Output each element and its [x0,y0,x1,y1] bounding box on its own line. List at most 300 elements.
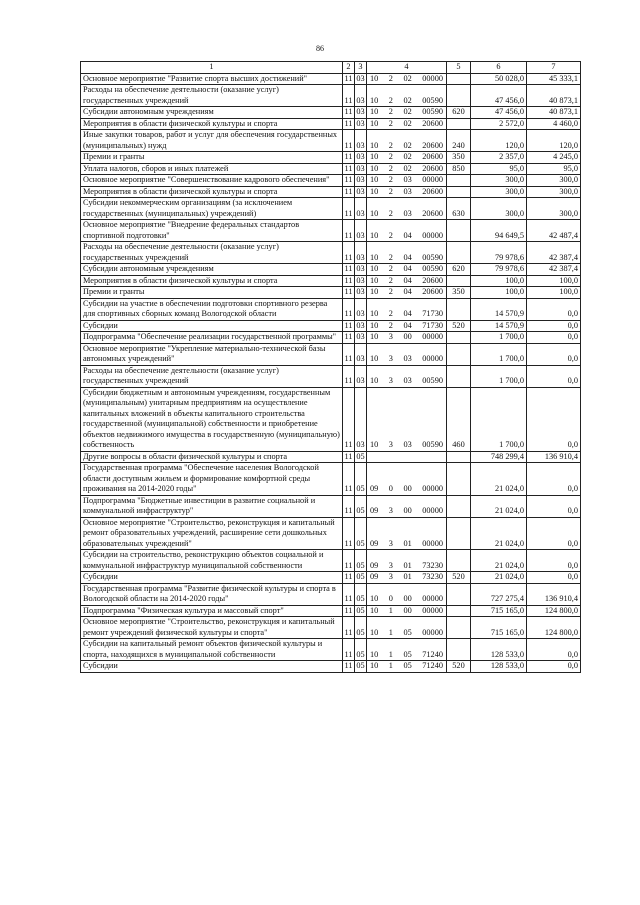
row-name: Субсидии [81,320,343,332]
target-article-parts [368,175,445,186]
expense-type-code [447,73,471,85]
section-code: 11 [344,320,353,330]
expense-type-code [447,550,471,572]
code-part: 73230 [422,572,443,581]
code-part: 00 [403,506,412,515]
amount-2015: 120,0 [471,130,527,152]
amount-2015: 128 533,0 [471,639,527,661]
subsection-code: 03 [356,287,365,296]
code-part: 00590 [422,95,443,105]
table-body [81,73,581,672]
row-name: Основное мероприятие "Строительство, реконструкция и капитальный ремонт учреждений физической культуры и спорта" [81,617,343,639]
code-part: 03 [403,376,412,385]
amount-2016: 136 910,4 [527,451,581,463]
code-part: 00590 [422,252,443,262]
code-part: 04 [403,230,412,240]
section-code: 11 [343,130,355,152]
subsection-code: 03 [356,73,365,83]
row-name: Основное мероприятие "Укрепление материально-технической базы автономных учреждений" [81,343,343,365]
amount-2015: 79 978,6 [471,242,527,264]
row-name: Уплата налогов, сборов и иных платежей [81,163,343,175]
amount-2015: 1 700,0 [471,343,527,365]
amount-2015: 128 533,0 [471,661,527,673]
target-article-code [367,387,447,451]
table-row [81,661,581,673]
code-part: 10 [370,152,379,161]
code-part: 02 [403,152,412,161]
expense-type-code [447,495,471,517]
expense-type-code [447,365,471,387]
code-part: 20600 [422,186,443,196]
amount-2015: 94 649,5 [471,220,527,242]
header-row [81,62,581,74]
row-name: Расходы на обеспечение деятельности (оказание услуг) государственных учреждений [81,242,343,264]
target-article-parts [368,74,445,85]
code-part: 05 [403,661,412,670]
expense-type-code: 350 [447,287,471,299]
code-part: 10 [370,440,379,449]
row-name: Премии и гранты [81,287,343,299]
code-part: 00590 [422,440,443,449]
table-row [81,85,581,107]
subsection-code: 05 [355,639,367,661]
code-part: 01 [403,572,412,581]
section-code: 11 [343,517,355,550]
target-article-code [367,107,447,119]
section-code: 11 [344,572,353,581]
code-part: 71240 [422,649,443,659]
table-row [81,287,581,299]
section-code: 11 [343,495,355,517]
target-article-parts [368,96,445,107]
table-row [81,495,581,517]
target-article-code [367,264,447,276]
target-article-parts [368,321,445,332]
header-cell: 6 [471,62,527,74]
subsection-code: 03 [355,85,367,107]
code-part: 00 [403,605,412,615]
row-name: Основное мероприятие "Строительство, реконструкция и капитальный ремонт образовательных учреждений, расширение сети дошкольных образовательных учреждений" [81,517,343,550]
subsection-code: 05 [356,605,365,615]
code-part: 10 [370,287,379,296]
code-part: 2 [388,287,393,296]
code-part: 10 [370,605,379,615]
table-row [81,275,581,287]
code-part: 09 [370,560,379,570]
amount-2016: 0,0 [527,639,581,661]
target-article-code [367,186,447,198]
subsection-code: 03 [356,163,365,173]
amount-2015: 2 572,0 [471,118,527,130]
code-part: 00000 [422,627,443,637]
table-row [81,186,581,198]
table-row [81,107,581,119]
amount-2016: 300,0 [527,198,581,220]
target-article-parts [368,119,445,130]
code-part: 10 [370,73,379,83]
amount-2016: 300,0 [527,175,581,187]
section-code: 11 [344,264,353,273]
code-part: 2 [388,275,393,285]
row-name: Субсидии автономным учреждениям [81,107,343,119]
code-part: 04 [403,309,412,318]
code-part: 10 [370,95,379,105]
row-name: Премии и гранты [81,152,343,164]
target-article-code [367,73,447,85]
expense-type-code [447,605,471,617]
subsection-code: 03 [355,298,367,320]
target-article-code [367,517,447,550]
code-part: 02 [403,140,412,150]
target-article-parts [368,253,445,264]
row-name: Мероприятия в области физической культуры и спорта [81,118,343,130]
row-name: Субсидии бюджетным и автономным учреждениям, государственным (муниципальным) унитарным предприятиям на осуществление капитальных вложений в объекты капитального строительства государственной (муниципальной) собственности и приобретение объектов недвижимого имущества в государственную (муниципальную) собственность [81,387,343,451]
amount-2015: 748 299,4 [471,451,527,463]
target-article-parts [368,152,445,163]
code-part: 10 [370,186,379,196]
amount-2016: 40 873,1 [527,85,581,107]
target-article-parts [368,276,445,287]
expense-type-code [447,118,471,130]
target-article-code [367,661,447,673]
code-part: 20600 [422,140,443,150]
amount-2016: 300,0 [527,186,581,198]
row-name: Подпрограмма "Обеспечение реализации государственной программы" [81,332,343,344]
target-article-parts [368,561,445,572]
section-code: 11 [344,107,353,116]
amount-2015: 727 275,4 [471,583,527,605]
table-row [81,451,581,463]
subsection-code: 03 [356,320,365,330]
expense-type-code: 630 [447,198,471,220]
code-part: 2 [388,186,393,196]
expense-type-code: 350 [447,152,471,164]
expense-type-code [447,451,471,463]
row-name: Другие вопросы в области физической культуры и спорта [81,451,343,463]
amount-2016: 42 487,4 [527,220,581,242]
table-row [81,130,581,152]
code-part: 73230 [422,560,443,570]
amount-2015: 715 165,0 [471,617,527,639]
table-row [81,343,581,365]
subsection-code: 03 [356,275,365,285]
code-part: 10 [370,163,379,173]
target-article-code [367,463,447,496]
header-cell: 5 [447,62,471,74]
code-part: 09 [370,572,379,581]
section-code: 11 [343,298,355,320]
code-part: 3 [388,332,393,341]
table-row [81,152,581,164]
amount-2016: 0,0 [527,365,581,387]
amount-2016: 45 333,1 [527,73,581,85]
code-part: 00000 [422,506,443,515]
page-number: 86 [316,44,324,53]
amount-2016: 0,0 [527,550,581,572]
code-part: 09 [370,484,379,493]
amount-2015: 1 700,0 [471,365,527,387]
subsection-code: 03 [355,198,367,220]
subsection-code: 03 [355,387,367,451]
target-article-parts [368,309,445,320]
table-row [81,550,581,572]
table-row [81,583,581,605]
row-name: Подпрограмма "Физическая культура и массовый спорт" [81,605,343,617]
amount-2016: 40 873,1 [527,107,581,119]
amount-2016: 95,0 [527,163,581,175]
row-name: Государственная программа "Развитие физической культуры и спорта в Вологодской области на 2014-2020 годы" [81,583,343,605]
code-part: 0 [388,484,393,493]
code-part: 00 [403,594,412,603]
subsection-code: 05 [356,572,365,581]
target-article-parts [368,650,445,661]
expense-type-code [447,463,471,496]
subsection-code: 03 [356,186,365,196]
code-part: 00 [403,332,412,341]
code-part: 00000 [422,175,443,184]
table-row [81,605,581,617]
code-part: 0 [388,594,393,603]
code-part: 03 [403,186,412,196]
section-code: 11 [343,463,355,496]
code-part: 01 [403,538,412,548]
amount-2015: 715 165,0 [471,605,527,617]
code-part: 10 [370,354,379,363]
target-article-code [367,275,447,287]
code-part: 20600 [422,118,443,128]
target-article-code [367,550,447,572]
code-part: 20600 [422,152,443,161]
expense-type-code [447,617,471,639]
target-article-parts [368,231,445,242]
target-article-parts [368,264,445,275]
expense-type-code: 620 [447,264,471,276]
amount-2015: 1 700,0 [471,387,527,451]
code-part: 10 [370,309,379,318]
subsection-code: 03 [356,152,365,161]
code-part: 00000 [422,230,443,240]
code-part: 00000 [422,484,443,493]
code-part: 10 [370,376,379,385]
amount-2016: 100,0 [527,287,581,299]
section-code: 11 [344,73,353,83]
section-code: 11 [343,198,355,220]
code-part: 09 [370,538,379,548]
table-row [81,639,581,661]
target-article-parts [368,628,445,639]
code-part: 10 [370,649,379,659]
code-part: 20600 [422,287,443,296]
amount-2016: 0,0 [527,332,581,344]
amount-2016: 0,0 [527,495,581,517]
row-name: Расходы на обеспечение деятельности (оказание услуг) государственных учреждений [81,365,343,387]
target-article-code [367,639,447,661]
code-part: 02 [403,118,412,128]
section-code: 11 [343,85,355,107]
code-part: 00590 [422,107,443,116]
subsection-code: 03 [356,118,365,128]
table-row [81,175,581,187]
code-part: 71240 [422,661,443,670]
subsection-code: 03 [356,332,365,341]
target-article-code [367,365,447,387]
amount-2016: 120,0 [527,130,581,152]
code-part: 10 [370,118,379,128]
code-part: 02 [403,73,412,83]
amount-2015: 21 024,0 [471,517,527,550]
section-code: 11 [344,451,353,461]
code-part: 05 [403,649,412,659]
code-part: 00590 [422,376,443,385]
target-article-parts [368,661,445,672]
target-article-code [367,343,447,365]
code-part: 10 [370,594,379,603]
target-article-parts [368,484,445,495]
amount-2015: 95,0 [471,163,527,175]
code-part: 10 [370,332,379,341]
expense-type-code [447,175,471,187]
expense-type-code [447,85,471,107]
row-name: Субсидии на строительство, реконструкцию объектов социальной и коммунальной инфраструктур муниципальной собственности [81,550,343,572]
code-part: 00000 [422,332,443,341]
row-name: Основное мероприятие "Внедрение федеральных стандартов спортивной подготовки" [81,220,343,242]
target-article-parts [368,539,445,550]
section-code: 11 [343,583,355,605]
section-code: 11 [344,175,353,184]
row-name: Субсидии некоммерческим организациям (за исключением государственных (муниципальных) учреждений) [81,198,343,220]
code-part: 71730 [422,320,443,330]
table-row [81,264,581,276]
amount-2015: 2 357,0 [471,152,527,164]
amount-2016: 0,0 [527,463,581,496]
code-part: 3 [388,560,393,570]
table-row [81,332,581,344]
section-code: 11 [344,152,353,161]
subsection-code: 05 [355,617,367,639]
code-part: 2 [388,320,393,330]
code-part: 04 [403,264,412,273]
expense-type-code: 520 [447,661,471,673]
code-part: 10 [370,208,379,218]
code-part: 2 [388,118,393,128]
target-article-code [367,118,447,130]
subsection-code: 05 [356,451,365,461]
amount-2016: 0,0 [527,298,581,320]
code-part: 2 [388,73,393,83]
code-part: 2 [388,175,393,184]
target-article-code [367,175,447,187]
expense-type-code: 520 [447,320,471,332]
expense-type-code [447,242,471,264]
code-part: 2 [388,163,393,173]
code-part: 03 [403,440,412,449]
amount-2016: 124 800,0 [527,605,581,617]
amount-2016: 42 387,4 [527,242,581,264]
code-part: 3 [388,376,393,385]
section-code: 11 [343,550,355,572]
code-part: 3 [388,572,393,581]
header-cell: 3 [355,62,367,74]
subsection-code: 05 [355,550,367,572]
subsection-code: 03 [355,220,367,242]
amount-2015: 79 978,6 [471,264,527,276]
amount-2016: 0,0 [527,320,581,332]
section-code: 11 [343,242,355,264]
code-part: 3 [388,440,393,449]
subsection-code: 03 [355,343,367,365]
target-article-parts [368,141,445,152]
expense-type-code [447,332,471,344]
table-row [81,463,581,496]
code-part: 10 [370,627,379,637]
amount-2016: 0,0 [527,572,581,584]
code-part: 1 [388,649,393,659]
amount-2015: 100,0 [471,287,527,299]
code-part: 04 [403,275,412,285]
code-part: 10 [370,140,379,150]
target-article-parts [368,376,445,387]
subsection-code: 03 [356,264,365,273]
code-part: 2 [388,252,393,262]
target-article-code [367,85,447,107]
amount-2015: 47 456,0 [471,107,527,119]
section-code: 11 [344,186,353,196]
target-article-code [367,220,447,242]
section-code: 11 [344,605,353,615]
code-part: 71730 [422,309,443,318]
target-article-code [367,451,447,463]
code-part: 10 [370,264,379,273]
code-part: 10 [370,252,379,262]
subsection-code: 03 [356,107,365,116]
amount-2015: 300,0 [471,175,527,187]
table-row [81,365,581,387]
section-code: 11 [343,387,355,451]
code-part: 01 [403,560,412,570]
code-part: 00000 [422,594,443,603]
amount-2016: 124 800,0 [527,617,581,639]
code-part: 2 [388,309,393,318]
section-code: 11 [344,661,353,670]
target-article-parts [368,209,445,220]
table-row [81,387,581,451]
table-row [81,220,581,242]
target-article-code [367,583,447,605]
row-name: Мероприятия в области физической культуры и спорта [81,186,343,198]
code-part: 2 [388,230,393,240]
table-row [81,242,581,264]
expense-type-code [447,583,471,605]
table-row [81,298,581,320]
amount-2015: 100,0 [471,275,527,287]
code-part: 10 [370,230,379,240]
code-part: 00000 [422,605,443,615]
subsection-code: 05 [355,463,367,496]
code-part: 2 [388,107,393,116]
code-part: 03 [403,208,412,218]
code-part: 05 [403,627,412,637]
code-part: 04 [403,320,412,330]
code-part: 00000 [422,354,443,363]
expense-type-code [447,517,471,550]
target-article-parts [368,107,445,118]
amount-2016: 0,0 [527,517,581,550]
code-part: 20600 [422,163,443,173]
target-article-parts [368,354,445,365]
target-article-code [367,332,447,344]
target-article-parts [368,332,445,343]
amount-2015: 47 456,0 [471,85,527,107]
